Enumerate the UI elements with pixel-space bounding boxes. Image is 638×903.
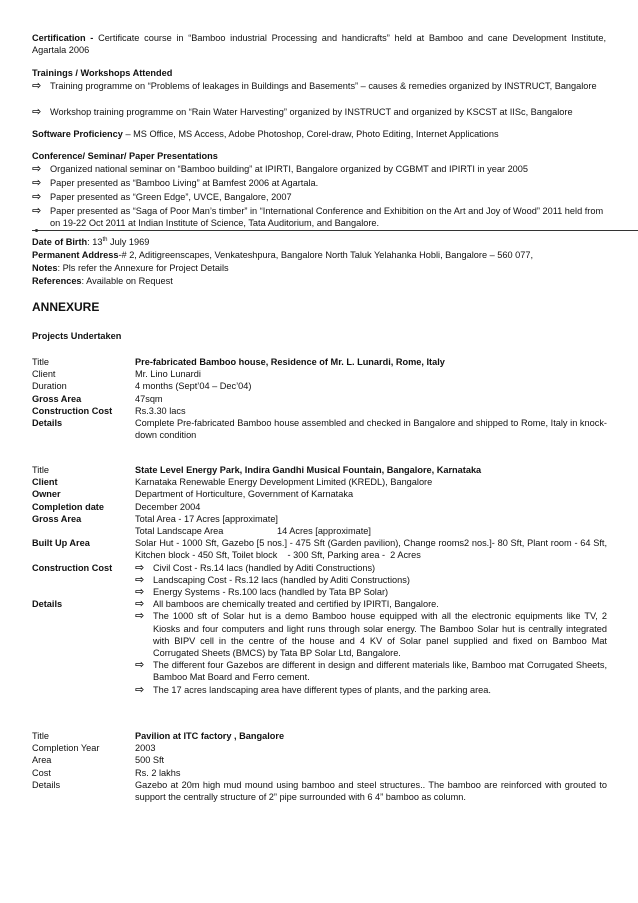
project-row [32,488,607,500]
row-label: Construction Cost [32,562,113,573]
project-row [32,356,607,368]
row-value: Total Landscape Area 14 Acres [approximate] [135,526,371,537]
cost-item [135,562,607,574]
project-row [32,754,607,766]
row-label: Construction Cost [32,405,113,416]
row-label: Duration [32,381,67,392]
conference-heading: Conference/ Seminar/ Paper Presentations [32,151,218,161]
divider-dot [35,229,38,232]
row-value: Solar Hut - 1000 Sft, Gazebo [5 nos.] - 475 Sft (Garden pavilion), Change rooms2 nos.]- 80 Sft, Plant room - 64 Sft, Kitchen block - 450 Sft, Toilet block - 300 Sft, Parking area - 2 Acres [135,538,610,561]
row-label: Built Up Area [32,538,90,549]
project-row [32,767,607,779]
row-label: Owner [32,489,61,500]
arrow-right-icon: ⇨ [135,610,145,623]
dob-day: : 13 [87,237,103,247]
arrow-right-icon: ⇨ [32,191,42,203]
project-row [32,779,607,803]
arrow-right-icon: ⇨ [32,80,42,92]
notes-line [32,262,606,274]
row-label: Details [32,418,63,429]
references-value: : Available on Request [81,276,173,286]
details-item [135,684,607,696]
conference-item-text: Paper presented as “Bamboo Living” at Bamfest 2006 at Agartala. [50,178,319,188]
details-item-text: All bamboos are chemically treated and certified by IPIRTI, Bangalore. [153,599,439,610]
project-row [32,393,607,405]
project-2 [32,464,610,696]
project-3 [32,730,607,803]
row-label: Gross Area [32,393,82,404]
dob-rest: July 1969 [107,237,150,247]
project-1 [32,356,607,441]
training-item-text: Training programme on “Problems of leakages in Buildings and Basements” – causes & remedies organized by INSTRUCT, Bangalore [50,81,597,91]
certification-label: Certification - [32,33,94,43]
conference-item-text: Paper presented as “Green Edge”, UVCE, Bangalore, 2007 [50,192,292,202]
arrow-right-icon: ⇨ [32,205,42,217]
dob-label: Date of Birth [32,237,88,247]
project-row [32,562,607,599]
address-value: -# 2, Aditigreenscapes, Venkateshpura, Bangalore North Taluk Yelahanka Hobli, Bangalore – 560 077, [118,250,534,260]
software-paragraph [32,128,606,140]
address-line [32,249,606,261]
arrow-right-icon: ⇨ [135,659,145,672]
trainings-heading: Trainings / Workshops Attended [32,68,173,78]
project-title: State Level Energy Park, Indira Gandhi Musical Fountain, Bangalore, Karnataka [135,465,482,475]
conference-item [32,191,606,203]
arrow-right-icon: ⇨ [32,106,42,118]
training-item [32,80,606,92]
row-label: Details [32,599,63,610]
project-row [32,537,610,561]
row-value: 4 months (Sept’04 – Dec’04) [135,381,252,392]
row-label: Details [32,779,61,790]
row-label: Client [32,477,58,488]
arrow-right-icon: ⇨ [135,561,145,574]
project-row [32,730,607,742]
row-value: December 2004 [135,501,201,512]
annexure-title: ANNEXURE [32,300,100,314]
notes-label: Notes [32,263,58,273]
project-row [32,501,607,513]
arrow-right-icon: ⇨ [32,177,42,189]
references-line [32,275,606,287]
project-row [32,742,607,754]
row-value: Department of Horticulture, Government of Karnataka [135,489,354,500]
cost-item [135,574,607,586]
project-title: Pavilion at ITC factory , Bangalore [135,731,285,741]
row-value: Rs.3.30 lacs [135,405,186,416]
conference-item [32,177,606,189]
row-value: 500 Sft [135,755,165,766]
row-value: Mr. Lino Lunardi [135,369,201,380]
project-row [32,513,607,537]
dob-sup: th [102,236,108,243]
row-label: Title [32,357,50,367]
arrow-right-icon: ⇨ [135,573,145,586]
row-value: Complete Pre-fabricated Bamboo house assembled and checked in Bangalore and shipped to Rome, Italy in knock- down condition [135,418,607,441]
row-label: Area [32,755,52,766]
project-row [32,368,607,380]
row-label: Title [32,731,50,741]
row-label: Title [32,465,50,475]
arrow-right-icon: ⇨ [135,598,145,611]
cost-item [135,586,607,598]
details-item [135,659,607,683]
details-item-text: The 1000 sft of Solar hut is a demo Bamboo house equipped with all the electronic equipments like TV, 2 Kiosks and four computers and light runs through solar energy. The Bamboo Solar hut is centrally integrated with BIPV cell in the centre of the house and 4 KV of Solar panel supplied and fixed on Bamboo Mat Corrugated Sheets (BMCS) by Tata BP Solar Ltd, Bangalore. [153,611,607,659]
project-row [32,380,607,392]
dob-line [32,236,606,248]
arrow-right-icon: ⇨ [32,163,42,175]
cost-item-text: Landscaping Cost - Rs.12 lacs (handled by Aditi Constructions) [153,574,410,585]
row-value: Gazebo at 20m high mud mound using bamboo and steel structures.. The bamboo are reinforced with grouted to support the centrally structure of 2” pipe surrounded with 6 4” bamboo as column. [135,779,607,803]
project-title: Pre-fabricated Bamboo house, Residence of Mr. L. Lunardi, Rome, Italy [135,357,445,367]
arrow-right-icon: ⇨ [135,586,145,599]
row-value: 47sqm [135,393,163,404]
row-value: 2003 [135,743,156,754]
software-label: Software Proficiency [32,129,123,139]
projects-heading: Projects Undertaken [32,331,122,341]
notes-value: : Pls refer the Annexure for Project Details [57,263,229,273]
references-label: References [32,276,82,286]
row-value: Rs. 2 lakhs [135,767,181,778]
project-row [32,405,607,417]
details-item [135,598,607,610]
training-item-text: Workshop training programme on “Rain Water Harvesting” organized by INSTRUCT and organized by KSCST at IISc, Bangalore [50,107,573,117]
conference-item [32,163,606,175]
conference-item [32,205,606,229]
details-item [135,610,607,659]
row-label: Gross Area [32,513,82,524]
row-value: Total Area - 17 Acres [approximate] [135,513,278,524]
row-label: Completion Year [32,743,100,754]
row-label: Completion date [32,501,104,512]
cost-item-text: Civil Cost - Rs.14 lacs (handled by Aditi Constructions) [153,562,376,573]
row-label: Client [32,369,56,380]
project-row [32,464,607,476]
details-item-text: The 17 acres landscaping area have different types of plants, and the parking area. [153,684,491,695]
conference-item-text: Paper presented as “Saga of Poor Man’s timber” in “International Conference and Exhibition on the Art and Joy of Wood” 2011 held from on 19-22 Oct 2011 at Indian Institute of Science, Tata Auditorium, and Bangalore. [50,206,604,229]
section-divider [32,230,638,231]
address-label: Permanent Address [32,250,119,260]
row-value: Karnataka Renewable Energy Development Limited (KREDL), Bangalore [135,477,433,488]
certification-text: Certificate course in “Bamboo industrial Processing and handicrafts” held at Bamboo and cane Development Institute, Agartala 2006 [32,33,607,56]
project-row [32,598,607,696]
conference-item-text: Organized national seminar on “Bamboo building” at IPIRTI, Bangalore organized by CGBMT and IPIRTI in year 2005 [50,164,529,174]
row-label: Cost [32,767,51,778]
project-row [32,476,607,488]
cost-item-text: Energy Systems - Rs.100 lacs (handled by Tata BP Solar) [153,587,389,598]
arrow-right-icon: ⇨ [135,683,145,696]
certification-paragraph [32,32,606,56]
project-row [32,417,607,441]
details-item-text: The different four Gazebos are different in design and different materials like, Bamboo mat Corrugated Sheets, Bamboo Mat Board and Ferro cement. [153,660,607,683]
software-text: – MS Office, MS Access, Adobe Photoshop, Corel-draw, Photo Editing, Internet Applications [122,129,499,139]
training-item [32,106,606,118]
